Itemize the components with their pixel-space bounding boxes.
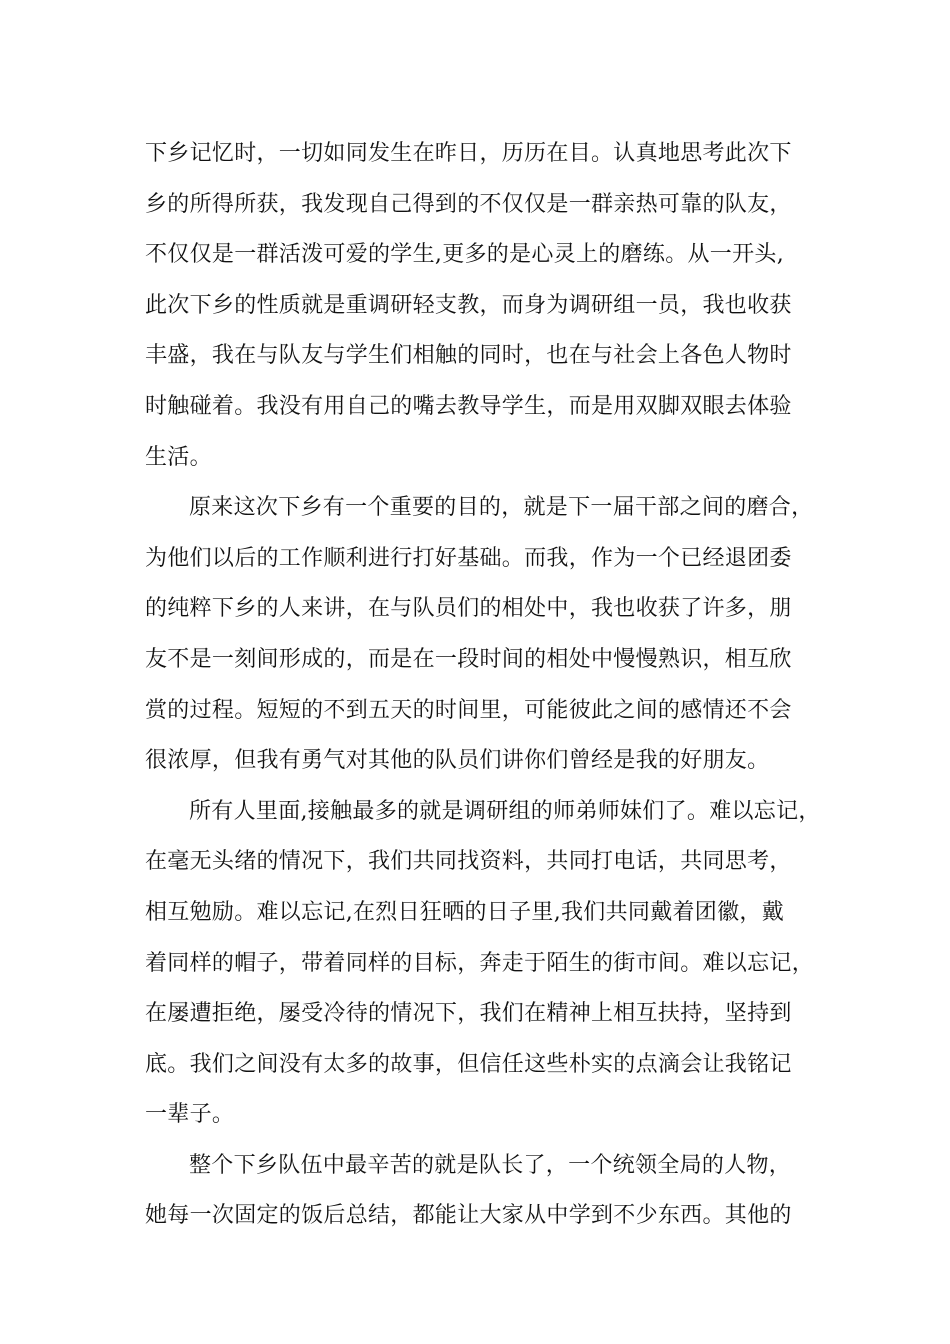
- text-line: 着同样的帽子，带着同样的目标，奔走于陌生的街市间。难以忘记，: [145, 950, 815, 976]
- text-line: 友不是一刻间形成的，而是在一段时间的相处中慢慢熟识，相互欣: [145, 646, 792, 672]
- text-line: 整个下乡队伍中最辛苦的就是队长了，一个统领全局的人物，: [189, 1152, 792, 1178]
- text-line: 一辈子。: [145, 1102, 235, 1128]
- text-line: 原来这次下乡有一个重要的目的，就是下一届干部之间的磨合，: [189, 495, 814, 521]
- text-line: 乡的所得所获，我发现自己得到的不仅仅是一群亲热可靠的队友，: [145, 191, 792, 217]
- text-line: 相互勉励。难以忘记,在烈日狂晒的日子里,我们共同戴着团徽，戴: [145, 899, 784, 925]
- text-line: 为他们以后的工作顺利进行打好基础。而我，作为一个已经退团委: [145, 545, 792, 571]
- text-line: 下乡记忆时，一切如同发生在昨日，历历在目。认真地思考此次下: [145, 141, 792, 166]
- text-line: 在毫无头绪的情况下，我们共同找资料，共同打电话，共同思考，: [145, 849, 792, 875]
- text-line: 不仅仅是一群活泼可爱的学生,更多的是心灵上的磨练。从一开头,: [145, 242, 784, 268]
- text-line: 底。我们之间没有太多的故事，但信任这些朴实的点滴会让我铭记: [145, 1051, 792, 1077]
- document-body: [145, 131, 821, 1244]
- paragraph: [145, 1143, 810, 1244]
- paragraph: [145, 131, 810, 485]
- text-line: 所有人里面,接触最多的就是调研组的师弟师妹们了。难以忘记，: [189, 798, 821, 824]
- paragraph: [145, 485, 814, 789]
- text-line: 很浓厚，但我有勇气对其他的队员们讲你们曾经是我的好朋友。: [145, 748, 770, 774]
- text-line: 她每一次固定的饭后总结，都能让大家从中学到不少东西。其他的: [145, 1203, 792, 1229]
- text-line: 赏的过程。短短的不到五天的时间里，可能彼此之间的感情还不会: [145, 697, 792, 723]
- text-line: 丰盛，我在与队友与学生们相触的同时，也在与社会上各色人物时: [145, 343, 792, 369]
- text-line: 的纯粹下乡的人来讲，在与队员们的相处中，我也收获了许多，朋: [145, 596, 792, 622]
- paragraph: [145, 789, 821, 1143]
- text-line: 生活。: [145, 444, 212, 470]
- text-line: 在屡遭拒绝，屡受冷待的情况下，我们在精神上相互扶持，坚持到: [145, 1001, 792, 1027]
- text-line: 此次下乡的性质就是重调研轻支教，而身为调研组一员，我也收获: [145, 292, 792, 318]
- text-line: 时触碰着。我没有用自己的嘴去教导学生，而是用双脚双眼去体验: [145, 393, 792, 419]
